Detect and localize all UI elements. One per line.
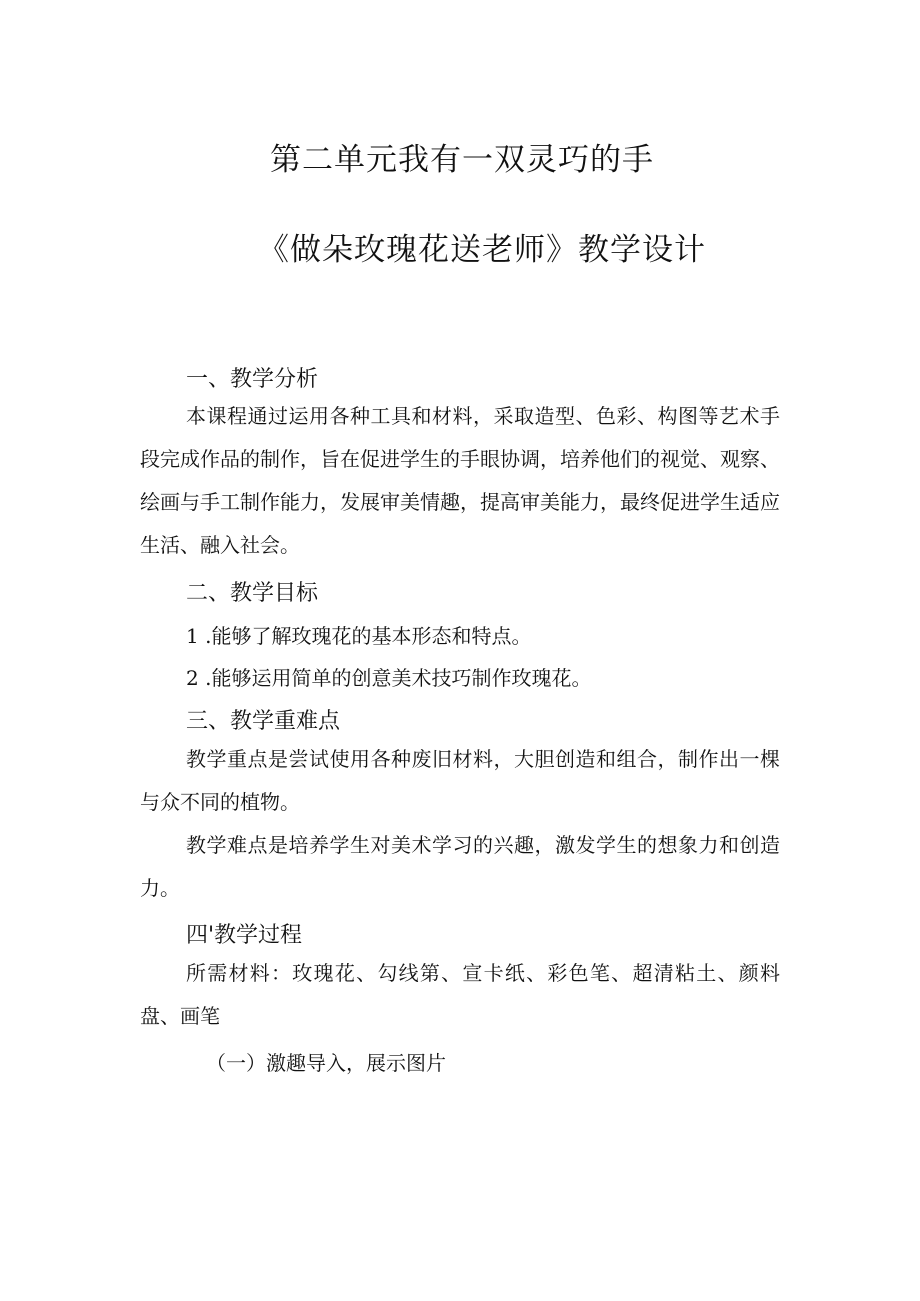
section-heading-analysis: 一、教学分析	[186, 367, 319, 392]
process-subheading: （一）激趣导入，展示图片	[206, 1051, 446, 1075]
document-title-lesson: 《做朵玫瑰花送老师》教学设计	[258, 232, 706, 268]
section-heading-objectives: 二、教学目标	[186, 581, 319, 606]
key-point-paragraph: 教学重点是尝试使用各种废旧材料，大胆创造和组合，制作出一棵与众不同的植物。	[140, 747, 780, 814]
document-title-unit: 第二单元我有一双灵巧的手	[270, 142, 654, 178]
objective-item-2: 2 .能够运用简单的创意美术技巧制作玫瑰花。	[186, 666, 592, 690]
section-heading-process: 四'教学过程	[186, 923, 303, 948]
analysis-paragraph: 本课程通过运用各种工具和材料，采取造型、色彩、构图等艺术手段完成作品的制作，旨在促进学生的手眼协调，培养他们的视觉、观察、绘画与手工制作能力，发展审美情趣，提高审美能力，最终促进学生适应生活、融入社会。	[140, 404, 780, 557]
section-heading-key-points: 三、教学重难点	[186, 709, 341, 734]
materials-paragraph: 所需材料：玫瑰花、勾线第、宣卡纸、彩色笔、超清粘土、颜料盘、画笔	[140, 961, 780, 1028]
difficulty-paragraph: 教学难点是培养学生对美术学习的兴趣，激发学生的想象力和创造力。	[140, 833, 780, 900]
objective-item-1: 1 .能够了解玫瑰花的基本形态和特点。	[186, 624, 532, 648]
